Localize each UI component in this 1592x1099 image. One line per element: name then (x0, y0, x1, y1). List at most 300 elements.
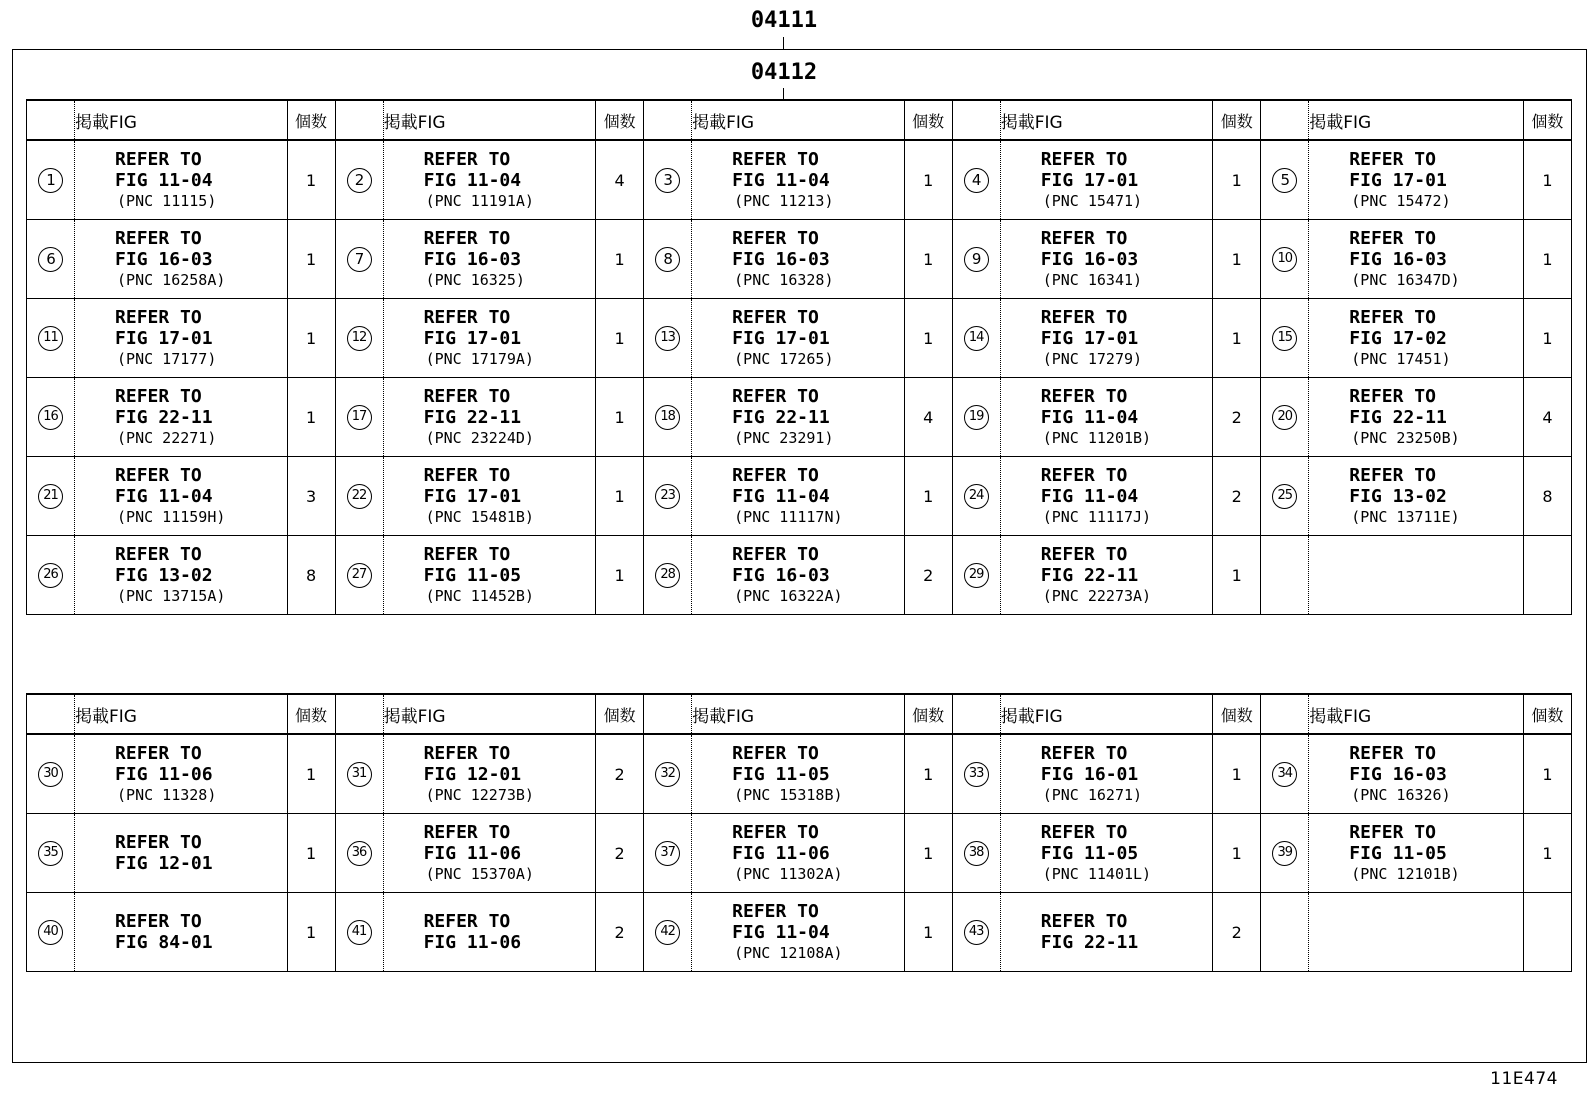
fig-reference-cell (1309, 299, 1524, 378)
refer-to-text: REFER TO (732, 900, 819, 922)
header-qty: 個数 (287, 694, 335, 734)
item-number-badge: 18 (655, 405, 680, 430)
table-row (27, 536, 1572, 615)
item-number-badge: 42 (655, 920, 680, 945)
fig-reference-cell (692, 378, 905, 457)
quantity-cell: 1 (1213, 814, 1261, 893)
fig-number: FIG 16-03 (732, 564, 830, 586)
fig-number: FIG 16-03 (732, 248, 830, 270)
pnc-number: (PNC 15370A) (425, 864, 534, 883)
item-number-badge: 1 (38, 168, 63, 193)
item-number-cell (644, 299, 692, 378)
fig-reference-cell (692, 814, 905, 893)
header-number-cell (952, 100, 1000, 140)
quantity-cell: 1 (1523, 140, 1571, 220)
item-number-badge: 21 (38, 484, 63, 509)
fig-reference-cell (1000, 536, 1213, 615)
pnc-number: (PNC 22271) (117, 428, 217, 447)
refer-to-text: REFER TO (115, 227, 202, 249)
refer-to-text: REFER TO (115, 742, 202, 764)
fig-number: FIG 11-05 (732, 763, 830, 785)
fig-number: FIG 11-05 (1040, 842, 1139, 864)
quantity-cell: 1 (596, 299, 644, 378)
refer-to-text: REFER TO (1040, 148, 1128, 170)
refer-to-text: REFER TO (1040, 385, 1128, 407)
item-number-badge: 8 (655, 247, 680, 272)
fig-reference-cell (75, 814, 288, 893)
item-number-cell (644, 378, 692, 457)
fig-number: FIG 17-01 (1349, 169, 1447, 191)
pnc-number: (PNC 12108A) (734, 943, 843, 962)
pnc-number: (PNC 15481B) (425, 507, 534, 526)
item-number-cell (27, 299, 75, 378)
fig-reference-cell (1309, 893, 1524, 972)
item-number-cell (952, 814, 1000, 893)
refer-to-text: REFER TO (115, 385, 202, 407)
pnc-number: (PNC 16328) (734, 270, 834, 289)
item-number-cell (1261, 734, 1309, 814)
header-number-cell (644, 100, 692, 140)
fig-reference-cell (692, 734, 905, 814)
fig-reference-cell (1309, 140, 1524, 220)
refer-to-text: REFER TO (423, 306, 511, 328)
fig-number: FIG 13-02 (115, 564, 213, 586)
fig-reference-cell (1309, 457, 1524, 536)
refer-to-text: REFER TO (732, 385, 819, 407)
pnc-number: (PNC 12273B) (425, 785, 534, 804)
item-number-cell (335, 457, 383, 536)
fig-reference-cell (1309, 378, 1524, 457)
item-number-badge: 7 (347, 247, 372, 272)
refer-to-text: REFER TO (732, 148, 819, 170)
quantity-cell: 1 (287, 140, 335, 220)
item-number-cell (644, 734, 692, 814)
refer-to-text: REFER TO (115, 911, 202, 932)
item-number-cell (27, 378, 75, 457)
fig-number: FIG 11-04 (423, 169, 522, 191)
item-number-cell (1261, 457, 1309, 536)
item-number-cell (1261, 140, 1309, 220)
refer-to-text: REFER TO (115, 148, 202, 170)
fig-number: FIG 17-01 (115, 327, 213, 349)
fig-reference-cell (1000, 140, 1213, 220)
fig-reference-cell (692, 299, 905, 378)
pnc-number: (PNC 17179A) (425, 349, 534, 368)
fig-reference-cell (383, 140, 596, 220)
item-number-badge: 10 (1272, 247, 1297, 272)
quantity-cell: 1 (904, 893, 952, 972)
fig-reference-cell (1000, 814, 1213, 893)
fig-number: FIG 11-04 (115, 169, 213, 191)
quantity-cell: 4 (596, 140, 644, 220)
fig-number: FIG 11-04 (732, 485, 830, 507)
fig-number: FIG 11-05 (423, 564, 522, 586)
item-number-cell (335, 536, 383, 615)
quantity-cell: 1 (287, 378, 335, 457)
item-number-badge: 2 (347, 168, 372, 193)
quantity-cell: 1 (1213, 536, 1261, 615)
fig-reference-cell (1309, 536, 1524, 615)
fig-reference-cell (1000, 893, 1213, 972)
fig-reference-cell (692, 220, 905, 299)
item-number-badge: 29 (964, 563, 989, 588)
item-number-cell (1261, 220, 1309, 299)
table-row (27, 893, 1572, 972)
header-row (27, 100, 1572, 140)
item-number-badge: 41 (347, 920, 372, 945)
table-row (27, 299, 1572, 378)
fig-reference-cell (1000, 299, 1213, 378)
fig-reference-cell (383, 378, 596, 457)
fig-reference-cell (75, 140, 288, 220)
header-number-cell (335, 100, 383, 140)
image-code: 11E474 (1490, 1069, 1558, 1089)
pnc-number: (PNC 23250B) (1351, 428, 1460, 447)
refer-to-text: REFER TO (423, 543, 511, 565)
fig-number: FIG 22-11 (1040, 564, 1139, 586)
header-qty: 個数 (1213, 100, 1261, 140)
quantity-cell: 2 (1213, 893, 1261, 972)
refer-to-text: REFER TO (732, 464, 819, 486)
item-number-badge: 33 (964, 762, 989, 787)
item-number-badge: 20 (1272, 405, 1297, 430)
item-number-cell (1261, 536, 1309, 615)
pnc-number: (PNC 11115) (117, 191, 217, 210)
fig-reference-cell (383, 893, 596, 972)
item-number-cell (335, 220, 383, 299)
refer-to-text: REFER TO (115, 464, 202, 486)
quantity-cell: 1 (596, 378, 644, 457)
item-number-badge: 12 (347, 326, 372, 351)
item-number-cell (952, 299, 1000, 378)
item-number-badge: 39 (1272, 841, 1297, 866)
fig-number: FIG 22-11 (1349, 406, 1447, 428)
pnc-number: (PNC 17177) (117, 349, 217, 368)
pnc-number: (PNC 23291) (734, 428, 834, 447)
item-number-cell (952, 378, 1000, 457)
quantity-cell: 2 (904, 536, 952, 615)
fig-number: FIG 22-11 (1040, 932, 1139, 953)
quantity-cell: 8 (1523, 457, 1571, 536)
fig-reference-cell (75, 299, 288, 378)
refer-to-text: REFER TO (1040, 742, 1128, 764)
header-number-cell (335, 694, 383, 734)
item-number-cell (644, 814, 692, 893)
top-leader-line (783, 37, 784, 49)
refer-to-text: REFER TO (1040, 911, 1128, 932)
item-number-badge: 30 (38, 762, 63, 787)
item-number-badge: 6 (38, 247, 63, 272)
pnc-number: (PNC 13715A) (117, 586, 226, 605)
header-qty: 個数 (1523, 100, 1571, 140)
item-number-cell (952, 734, 1000, 814)
refer-to-text: REFER TO (423, 464, 511, 486)
fig-reference-cell (692, 536, 905, 615)
header-fig: 掲載FIG (383, 694, 596, 734)
header-fig: 掲載FIG (1000, 694, 1213, 734)
pnc-number: (PNC 11452B) (425, 586, 534, 605)
pnc-number: (PNC 16347D) (1351, 270, 1460, 289)
refer-to-text: REFER TO (732, 742, 819, 764)
item-number-badge: 3 (655, 168, 680, 193)
fig-reference-cell (75, 536, 288, 615)
refer-to-text: REFER TO (1349, 742, 1436, 764)
quantity-cell: 1 (904, 734, 952, 814)
refer-to-text: REFER TO (732, 543, 819, 565)
item-number-badge: 26 (38, 563, 63, 588)
item-number-cell (952, 140, 1000, 220)
fig-number: FIG 11-06 (732, 842, 830, 864)
item-number-cell (644, 220, 692, 299)
header-row (27, 694, 1572, 734)
quantity-cell (1523, 893, 1571, 972)
refer-to-text: REFER TO (1349, 821, 1436, 843)
pnc-number: (PNC 12101B) (1351, 864, 1460, 883)
refer-to-text: REFER TO (423, 148, 511, 170)
item-number-badge: 40 (38, 920, 63, 945)
pnc-number: (PNC 17451) (1351, 349, 1451, 368)
quantity-cell: 1 (1213, 140, 1261, 220)
fig-reference-cell (1309, 734, 1524, 814)
fig-number: FIG 22-11 (115, 406, 213, 428)
item-number-badge: 23 (655, 484, 680, 509)
pnc-number: (PNC 11302A) (734, 864, 843, 883)
item-number-cell (1261, 893, 1309, 972)
pnc-number: (PNC 16322A) (734, 586, 843, 605)
item-number-cell (27, 140, 75, 220)
quantity-cell: 4 (904, 378, 952, 457)
refer-to-text: REFER TO (115, 306, 202, 328)
header-number-cell (952, 694, 1000, 734)
quantity-cell: 1 (596, 457, 644, 536)
table-row (27, 457, 1572, 536)
fig-reference-cell (692, 893, 905, 972)
quantity-cell: 1 (287, 814, 335, 893)
pnc-number: (PNC 11328) (117, 785, 217, 804)
pnc-number: (PNC 11191A) (425, 191, 534, 210)
quantity-cell: 3 (287, 457, 335, 536)
fig-number: FIG 11-04 (732, 169, 830, 191)
item-number-badge: 31 (347, 762, 372, 787)
refer-to-text: REFER TO (1349, 227, 1436, 249)
table-row (27, 734, 1572, 814)
pnc-number: (PNC 11213) (734, 191, 834, 210)
refer-to-text: REFER TO (1349, 464, 1436, 486)
header-fig: 掲載FIG (1309, 100, 1524, 140)
item-number-badge: 9 (964, 247, 989, 272)
item-number-badge: 27 (347, 563, 372, 588)
refer-to-text: REFER TO (115, 543, 202, 565)
item-number-cell (952, 220, 1000, 299)
item-number-badge: 43 (964, 920, 989, 945)
pnc-number: (PNC 11159H) (117, 507, 226, 526)
item-number-badge: 36 (347, 841, 372, 866)
item-number-cell (644, 536, 692, 615)
fig-reference-cell (75, 220, 288, 299)
quantity-cell: 1 (596, 220, 644, 299)
item-number-cell (1261, 814, 1309, 893)
table-row (27, 814, 1572, 893)
quantity-cell: 1 (1213, 220, 1261, 299)
item-number-badge: 5 (1272, 168, 1297, 193)
quantity-cell: 1 (1523, 814, 1571, 893)
quantity-cell: 1 (287, 299, 335, 378)
header-fig: 掲載FIG (383, 100, 596, 140)
header-fig: 掲載FIG (1309, 694, 1524, 734)
fig-reference-cell (1309, 814, 1524, 893)
refer-to-text: REFER TO (423, 742, 511, 764)
parts-table-2 (26, 693, 1572, 972)
header-fig: 掲載FIG (692, 694, 905, 734)
quantity-cell: 1 (1523, 734, 1571, 814)
quantity-cell: 1 (287, 893, 335, 972)
fig-reference-cell (692, 140, 905, 220)
header-number-cell (27, 694, 75, 734)
fig-number: FIG 11-04 (732, 921, 830, 943)
quantity-cell (1523, 536, 1571, 615)
pnc-number: (PNC 13711E) (1351, 507, 1460, 526)
fig-reference-cell (1000, 734, 1213, 814)
item-number-cell (952, 893, 1000, 972)
item-number-badge: 37 (655, 841, 680, 866)
fig-number: FIG 11-06 (115, 763, 213, 785)
quantity-cell: 1 (904, 140, 952, 220)
fig-reference-cell (383, 536, 596, 615)
item-number-badge: 16 (38, 405, 63, 430)
pnc-number: (PNC 23224D) (425, 428, 534, 447)
fig-reference-cell (1309, 220, 1524, 299)
quantity-cell: 2 (596, 814, 644, 893)
refer-to-text: REFER TO (1040, 821, 1128, 843)
fig-number: FIG 16-03 (1040, 248, 1139, 270)
parts-table-1 (26, 99, 1572, 615)
item-number-badge: 38 (964, 841, 989, 866)
quantity-cell: 4 (1523, 378, 1571, 457)
item-number-cell (1261, 299, 1309, 378)
fig-reference-cell (75, 893, 288, 972)
fig-reference-cell (692, 457, 905, 536)
pnc-number: (PNC 17265) (734, 349, 834, 368)
refer-to-text: REFER TO (732, 821, 819, 843)
quantity-cell: 2 (596, 734, 644, 814)
fig-number: FIG 16-03 (1349, 248, 1447, 270)
pnc-number: (PNC 11201B) (1042, 428, 1152, 447)
header-fig: 掲載FIG (75, 100, 288, 140)
refer-to-text: REFER TO (1349, 148, 1436, 170)
fig-number: FIG 17-01 (1040, 169, 1139, 191)
item-number-badge: 15 (1272, 326, 1297, 351)
fig-number: FIG 16-03 (1349, 763, 1447, 785)
item-number-cell (335, 140, 383, 220)
quantity-cell: 1 (1213, 299, 1261, 378)
item-number-badge: 4 (964, 168, 989, 193)
quantity-cell: 1 (596, 536, 644, 615)
item-number-cell (335, 893, 383, 972)
item-number-badge: 17 (347, 405, 372, 430)
quantity-cell: 1 (1523, 299, 1571, 378)
item-number-badge: 22 (347, 484, 372, 509)
pnc-number: (PNC 16271) (1042, 785, 1143, 804)
fig-reference-cell (383, 814, 596, 893)
quantity-cell: 2 (596, 893, 644, 972)
refer-to-text: REFER TO (115, 832, 202, 853)
item-number-cell (27, 457, 75, 536)
refer-to-text: REFER TO (1040, 543, 1128, 565)
quantity-cell: 1 (904, 457, 952, 536)
fig-number: FIG 12-01 (115, 853, 213, 874)
pnc-number: (PNC 17279) (1042, 349, 1143, 368)
header-number-cell (644, 694, 692, 734)
refer-to-text: REFER TO (423, 385, 511, 407)
header-qty: 個数 (1213, 694, 1261, 734)
fig-reference-cell (383, 457, 596, 536)
fig-reference-cell (75, 457, 288, 536)
item-number-cell (1261, 378, 1309, 457)
item-number-badge: 28 (655, 563, 680, 588)
quantity-cell: 1 (904, 220, 952, 299)
item-number-badge: 19 (964, 405, 989, 430)
quantity-cell: 2 (1213, 378, 1261, 457)
item-number-badge: 25 (1272, 484, 1297, 509)
item-number-badge: 14 (964, 326, 989, 351)
item-number-cell (27, 220, 75, 299)
item-number-cell (335, 734, 383, 814)
quantity-cell: 1 (1213, 734, 1261, 814)
fig-number: FIG 16-03 (115, 248, 213, 270)
table-row (27, 140, 1572, 220)
fig-number: FIG 22-11 (732, 406, 830, 428)
header-qty: 個数 (1523, 694, 1571, 734)
table-row (27, 378, 1572, 457)
pnc-number: (PNC 16341) (1042, 270, 1143, 289)
item-number-cell (644, 893, 692, 972)
header-fig: 掲載FIG (1000, 100, 1213, 140)
header-qty: 個数 (904, 100, 952, 140)
item-number-cell (952, 536, 1000, 615)
fig-number: FIG 17-02 (1349, 327, 1447, 349)
refer-to-text: REFER TO (1349, 306, 1436, 328)
pnc-number: (PNC 11117J) (1042, 507, 1152, 526)
fig-number: FIG 17-01 (732, 327, 830, 349)
fig-reference-cell (1000, 378, 1213, 457)
pnc-number: (PNC 15472) (1351, 191, 1451, 210)
fig-number: FIG 11-04 (1040, 485, 1139, 507)
item-number-badge: 34 (1272, 762, 1297, 787)
fig-number: FIG 16-01 (1040, 763, 1139, 785)
quantity-cell: 1 (904, 299, 952, 378)
header-fig: 掲載FIG (692, 100, 905, 140)
refer-to-text: REFER TO (423, 821, 511, 843)
quantity-cell: 2 (1213, 457, 1261, 536)
item-number-cell (27, 734, 75, 814)
refer-to-text: REFER TO (423, 911, 511, 932)
fig-number: FIG 11-04 (1040, 406, 1139, 428)
quantity-cell: 1 (904, 814, 952, 893)
item-number-cell (644, 140, 692, 220)
item-number-cell (335, 378, 383, 457)
item-number-cell (644, 457, 692, 536)
fig-reference-cell (383, 220, 596, 299)
header-number-cell (27, 100, 75, 140)
pnc-number: (PNC 22273A) (1042, 586, 1152, 605)
fig-number: FIG 17-01 (423, 485, 522, 507)
pnc-number: (PNC 15318B) (734, 785, 843, 804)
item-number-badge: 13 (655, 326, 680, 351)
top-assembly-code: 04111 (750, 8, 818, 33)
header-qty: 個数 (596, 100, 644, 140)
fig-number: FIG 84-01 (115, 932, 213, 953)
refer-to-text: REFER TO (1349, 385, 1436, 407)
